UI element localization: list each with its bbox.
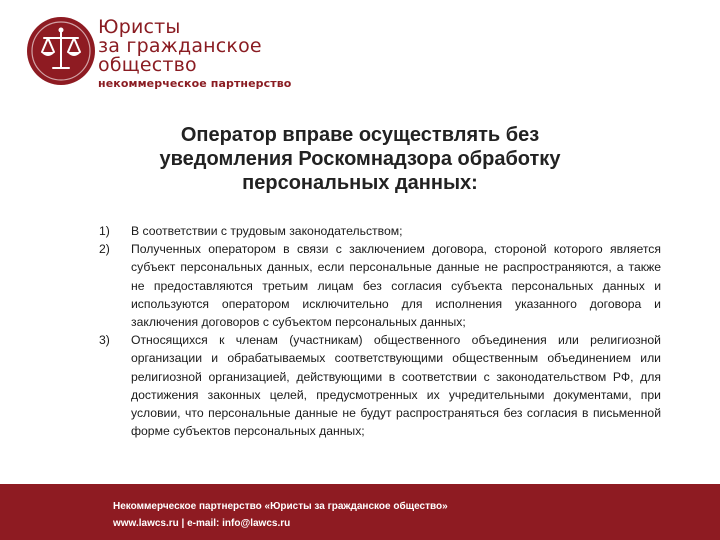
list-item	[99, 240, 661, 331]
list-item	[99, 222, 661, 240]
list-item	[99, 331, 661, 440]
slide-title-line: уведомления Роскомнадзора обработку	[159, 148, 561, 170]
list-item-text: В соответствии с трудовым законодательством;	[131, 224, 403, 238]
footer-bar	[0, 484, 720, 540]
list-item-number: 3)	[99, 333, 110, 348]
footer-org-name: Некоммерческое партнерство «Юристы за гражданское общество»	[113, 501, 448, 512]
org-subtitle: некоммерческое партнерство	[98, 77, 292, 90]
slide-title	[110, 123, 610, 195]
conditions-list	[99, 222, 661, 440]
org-name-line: Юристы	[98, 16, 181, 38]
org-logo-text	[98, 18, 291, 90]
org-name-line: общество	[98, 54, 197, 76]
list-item-number: 1)	[99, 224, 110, 238]
slide-title-line: Оператор вправе осуществлять без	[180, 124, 540, 146]
footer-contacts: www.lawcs.ru | e-mail: info@lawcs.ru	[113, 518, 291, 529]
list-item-text: Полученных оператором в связи с заключением договора, стороной которого является субъект персональных данных, если персональные данные не распространяются, а также не предоставляются третьим лицам без согласия субъекта персональных данных и используются оператором исключительно для исполнения указанного договора и заключения договоров с субъектом персональных данных;	[131, 242, 661, 330]
list-item-number: 2)	[99, 242, 110, 257]
slide-title-line: персональных данных:	[242, 172, 478, 194]
org-name-line: за гражданское	[98, 35, 262, 57]
logo-scales-icon	[26, 16, 96, 86]
list-item-text: Относящихся к членам (участникам) общественного объединения или религиозной организации и обрабатываемых соответствующими общественным объединением или религиозной организацией, действующими в соответствии с законодательством РФ, для достижения законных целей, предусмотренных их учредительными документами, при условии, что персональные данные не будут распространяться без согласия в письменной форме субъектов персональных данных;	[131, 333, 661, 439]
